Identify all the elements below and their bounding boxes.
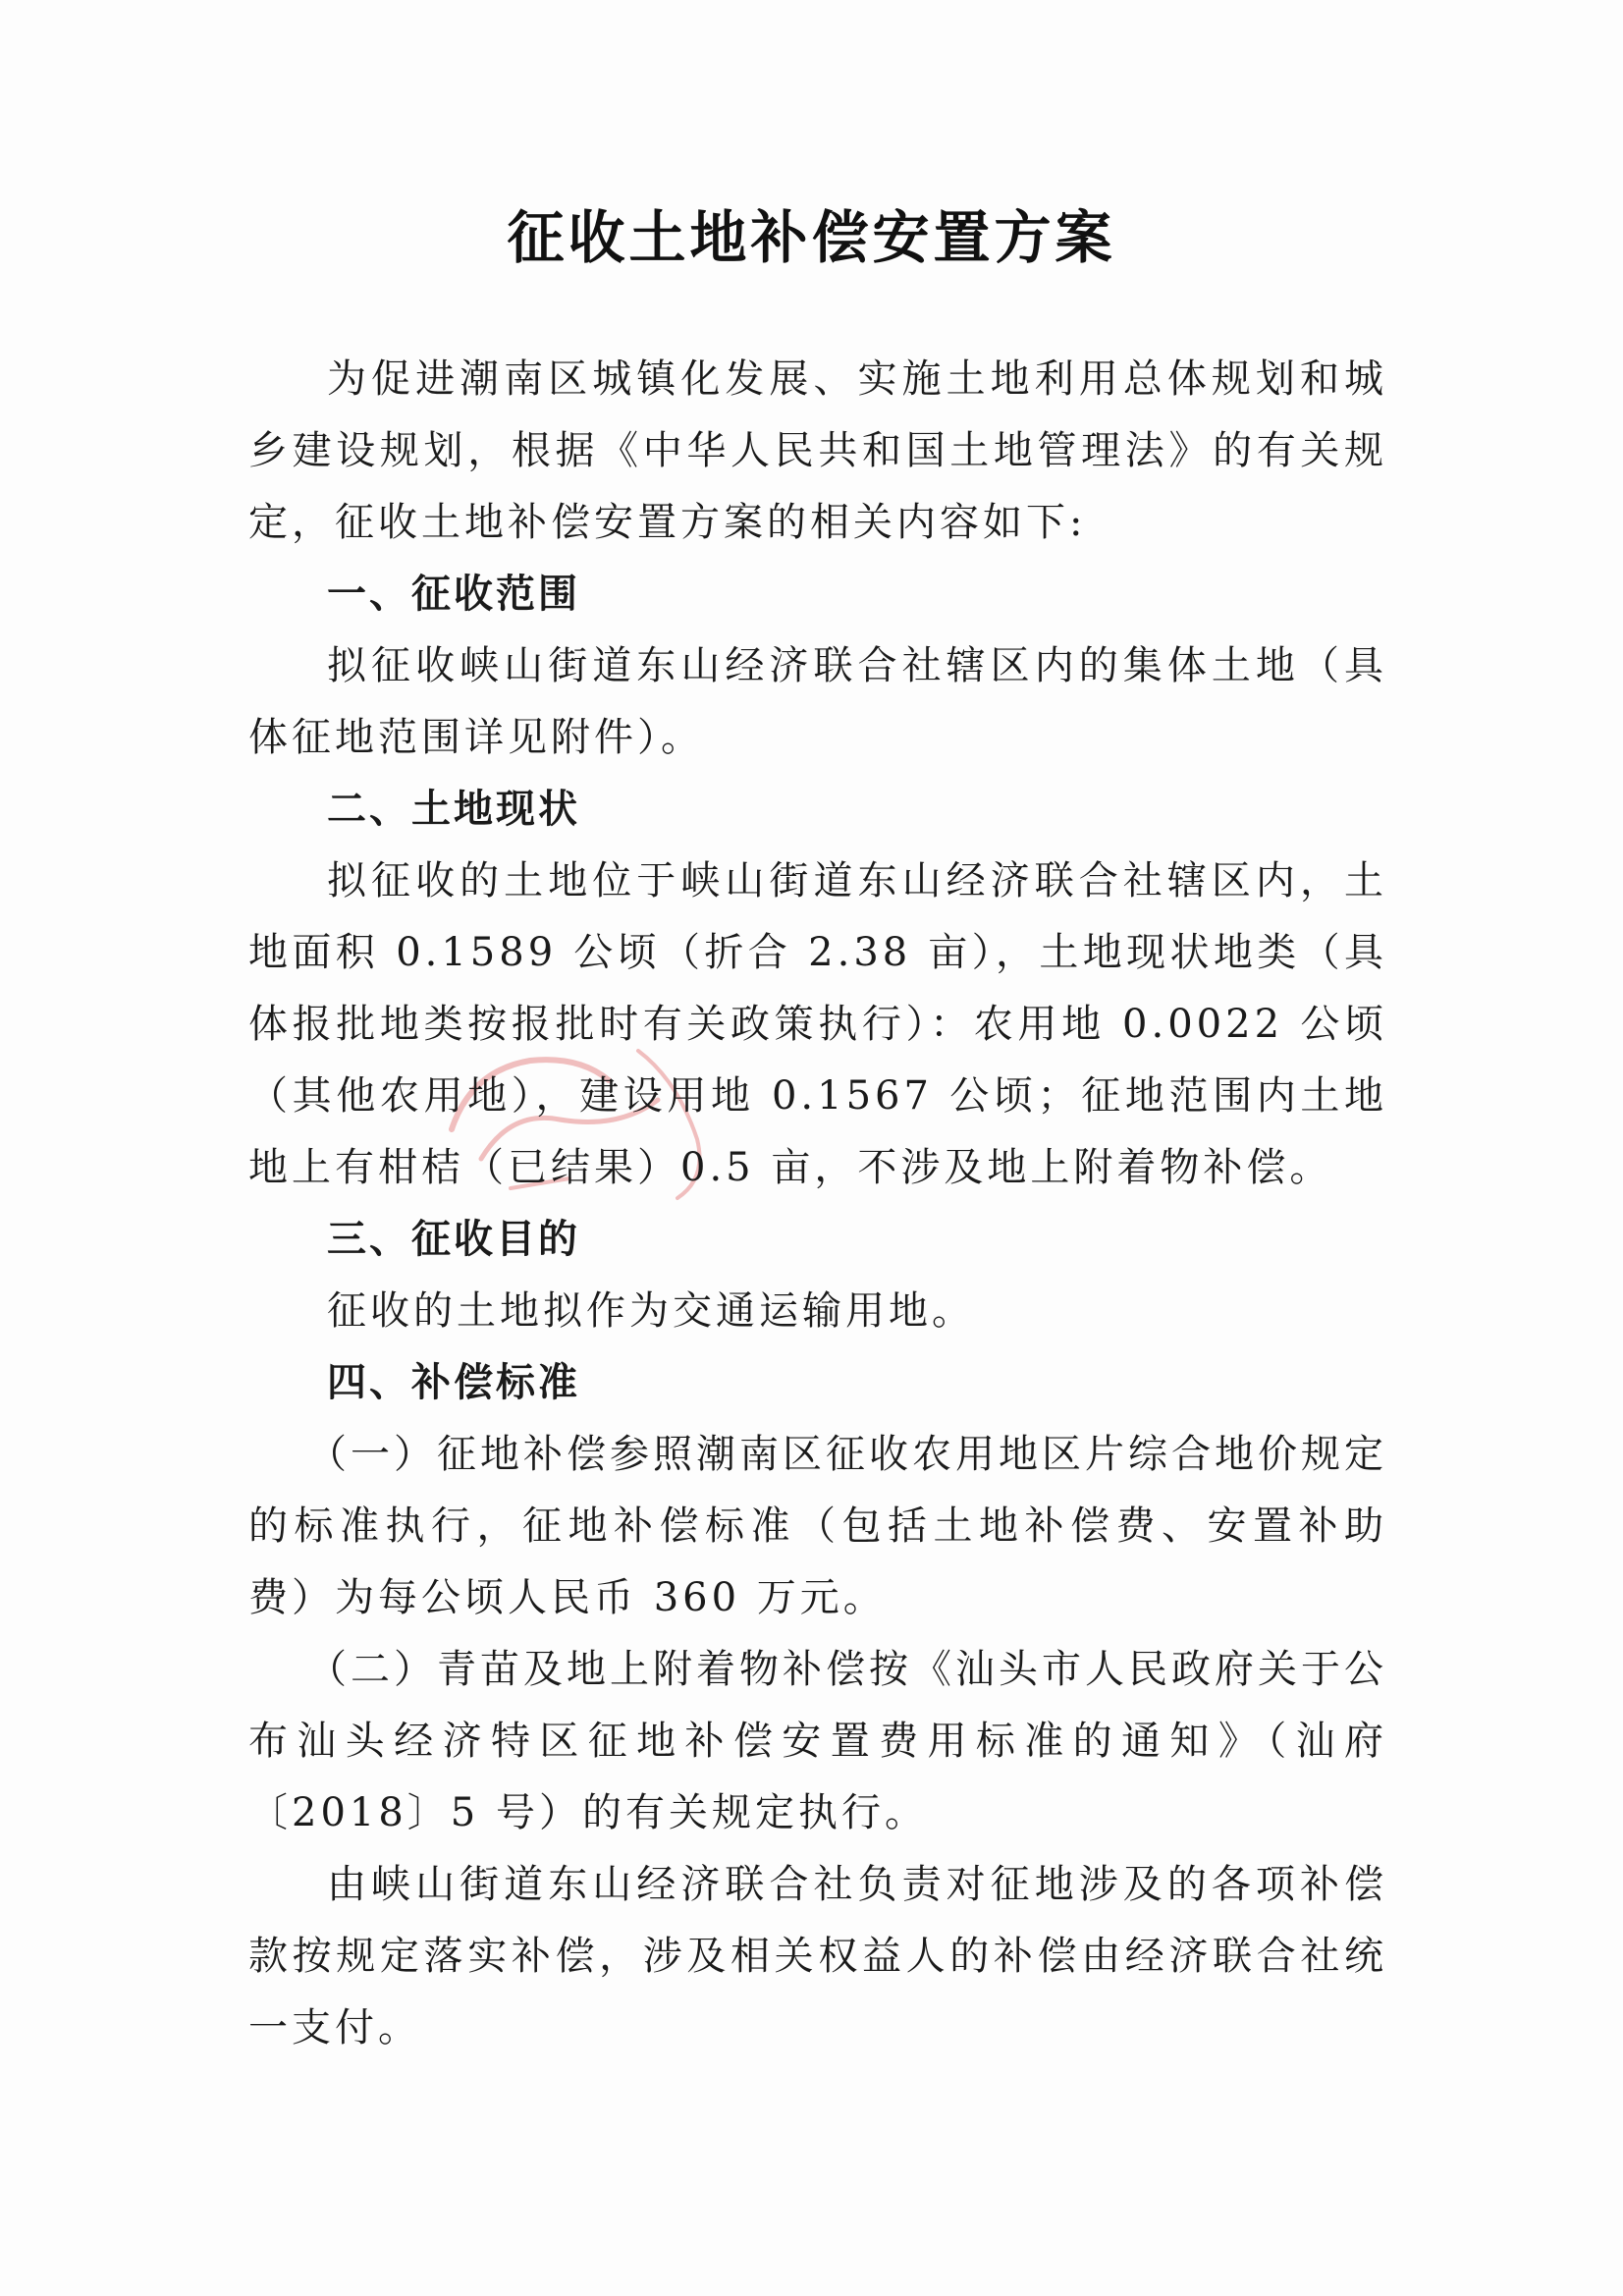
section-heading-scope: 一、征收范围 bbox=[327, 572, 580, 617]
compensation-item-2: （二）青苗及地上附着物补偿按《汕头市人民政府关于公布汕头经济特区征地补偿安置费用标准的通知》（汕府〔2018〕5 号）的有关规定执行。 bbox=[248, 1647, 1387, 1835]
document-body bbox=[248, 344, 1387, 2064]
section-paragraph-scope: 拟征收峡山街道东山经济联合社辖区内的集体土地（具体征地范围详见附件）。 bbox=[248, 643, 1387, 760]
section-heading-land-status: 二、土地现状 bbox=[327, 787, 580, 832]
compensation-item-1: （一）征地补偿参照潮南区征收农用地区片综合地价规定的标准执行，征地补偿标准（包括土地补偿费、安置补助费）为每公顷人民币 360 万元。 bbox=[248, 1432, 1387, 1620]
intro-paragraph: 为促进潮南区城镇化发展、实施土地利用总体规划和城乡建设规划，根据《中华人民共和国土地管理法》的有关规定，征收土地补偿安置方案的相关内容如下: bbox=[248, 356, 1387, 545]
section-paragraph-purpose: 征收的土地拟作为交通运输用地。 bbox=[327, 1288, 975, 1334]
section-heading-compensation: 四、补偿标准 bbox=[327, 1360, 580, 1405]
compensation-responsibility: 由峡山街道东山经济联合社负责对征地涉及的各项补偿款按规定落实补偿，涉及相关权益人的补偿由经济联合社统一支付。 bbox=[248, 1862, 1387, 2050]
section-heading-purpose: 三、征收目的 bbox=[327, 1217, 580, 1262]
section-paragraph-land-status: 拟征收的土地位于峡山街道东山经济联合社辖区内，土地面积 0.1589 公顷（折合 2.38 亩），土地现状地类（具体报批地类按报批时有关政策执行）：农用地 0.0022 公顷（其他农用地），建设用地 0.1567 公顷；征地范围内土地地上有柑桔（已结果）0.5 亩，不涉及地上附着物补偿。 bbox=[248, 858, 1387, 1190]
document-title: 征收土地补偿安置方案 bbox=[507, 204, 1116, 271]
